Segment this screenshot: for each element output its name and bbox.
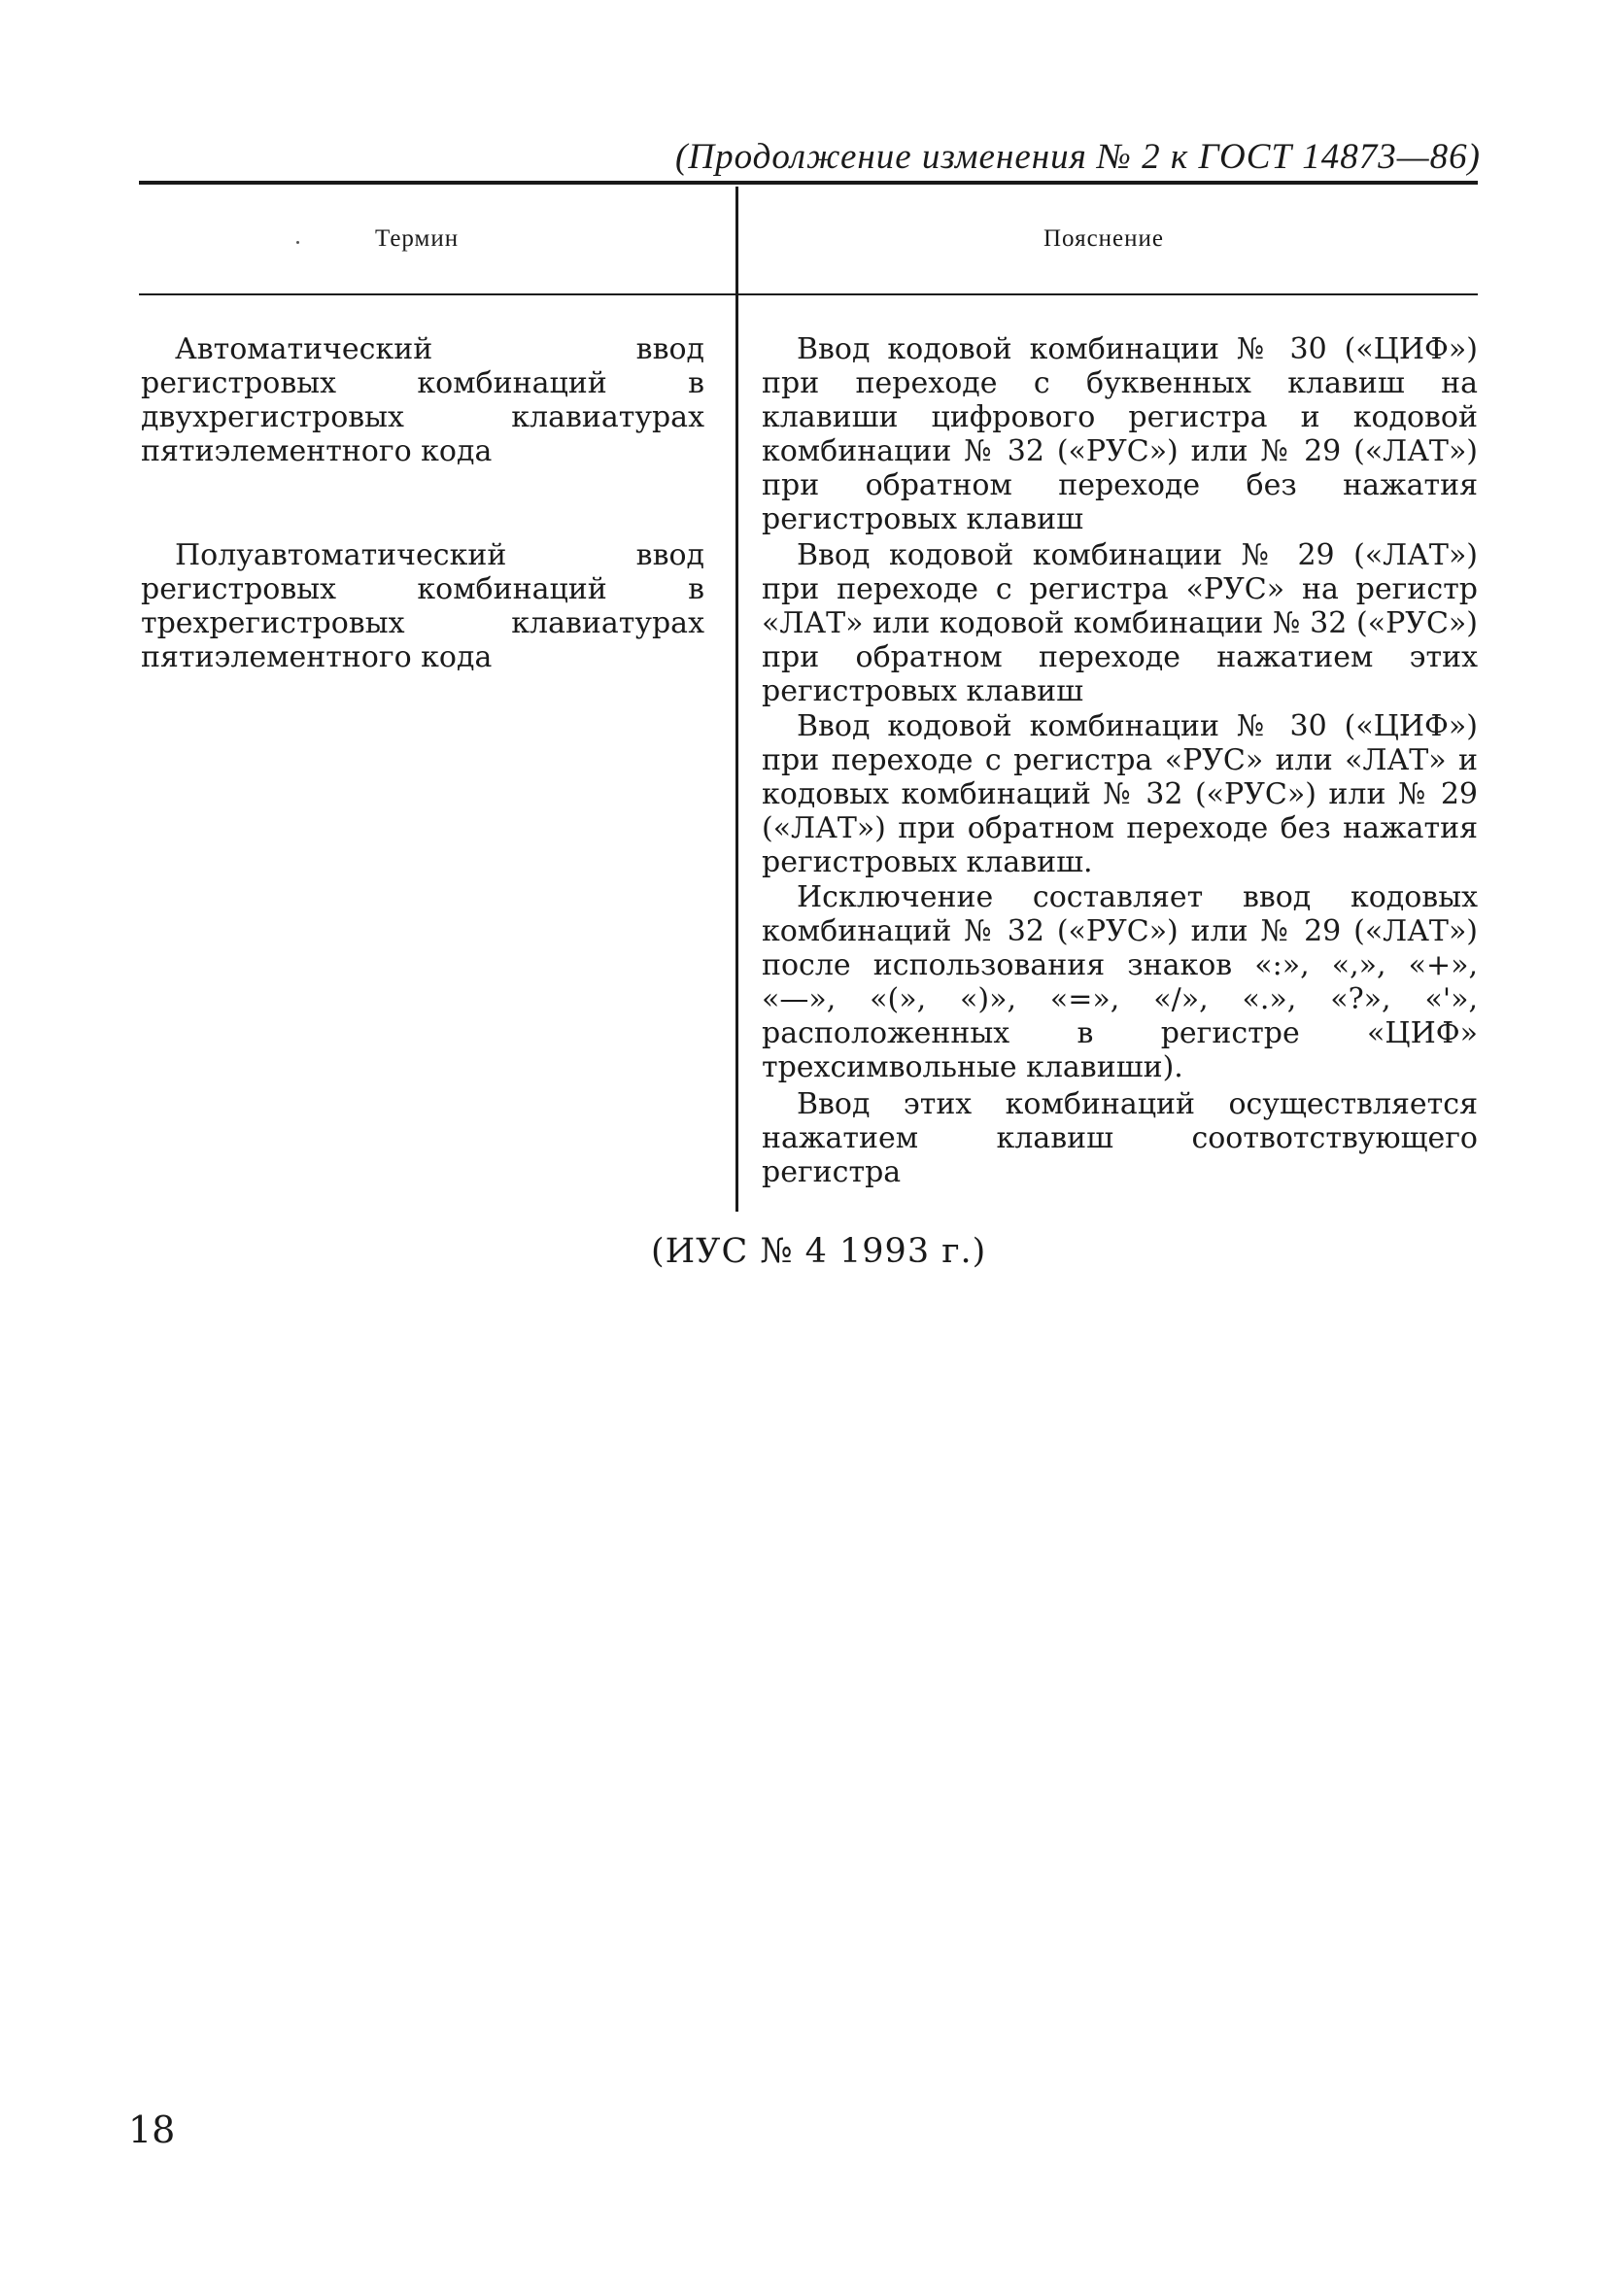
header-rule: [139, 293, 1478, 295]
issue-reference: (ИУС № 4 1993 г.): [651, 1232, 987, 1271]
column-header-explanation: Пояснение: [1043, 225, 1165, 252]
explanation-paragraph-2d: Ввод этих комбинаций осуществляется нажатием клавиш соотвотствующего регистра: [762, 1087, 1478, 1189]
term-cell-1: Автоматический ввод регистровых комбинаций в двухрегистровых клавиатурах пятиэлементного кода: [141, 332, 704, 468]
top-rule: [139, 181, 1478, 185]
explanation-cell-1: Ввод кодовой комбинации № 30 («ЦИФ») при переходе с буквенных клавиш на клавиши цифрового регистра и кодовой комбинации № 32 («РУС») или № 29 («ЛАТ») при обратном переходе без нажатия регистровых клавиш: [762, 332, 1478, 536]
explanation-paragraph-2b: Ввод кодовой комбинации № 30 («ЦИФ») при переходе с регистра «РУС» или «ЛАТ» и кодовых комбинаций № 32 («РУС») или № 29 («ЛАТ») при обратном переходе без нажатия регистровых клавиш.: [762, 709, 1478, 879]
page-number: 18: [128, 2108, 176, 2151]
explanation-paragraph-2c: Исключение составляет ввод кодовых комбинаций № 32 («РУС») или № 29 («ЛАТ») после использования знаков «:», «,», «+», «—», «(», «)», «=», «/», «.», «?», «'», расположенных в регистре «ЦИФ» трехсимвольные клавиши).: [762, 880, 1478, 1084]
running-head: (Продолжение изменения № 2 к ГОСТ 14873—86): [675, 137, 1481, 177]
header-speck: [296, 241, 299, 244]
column-header-term: Термин: [375, 225, 460, 252]
explanation-paragraph-2a: Ввод кодовой комбинации № 29 («ЛАТ») при переходе с регистра «РУС» на регистр «ЛАТ» или кодовой комбинации № 32 («РУС») при обратном переходе нажатием этих регистровых клавиш: [762, 538, 1478, 708]
column-divider: [735, 187, 738, 1212]
term-cell-2: Полуавтоматический ввод регистровых комбинаций в трехрегистровых клавиатурах пятиэлементного кода: [141, 538, 704, 674]
